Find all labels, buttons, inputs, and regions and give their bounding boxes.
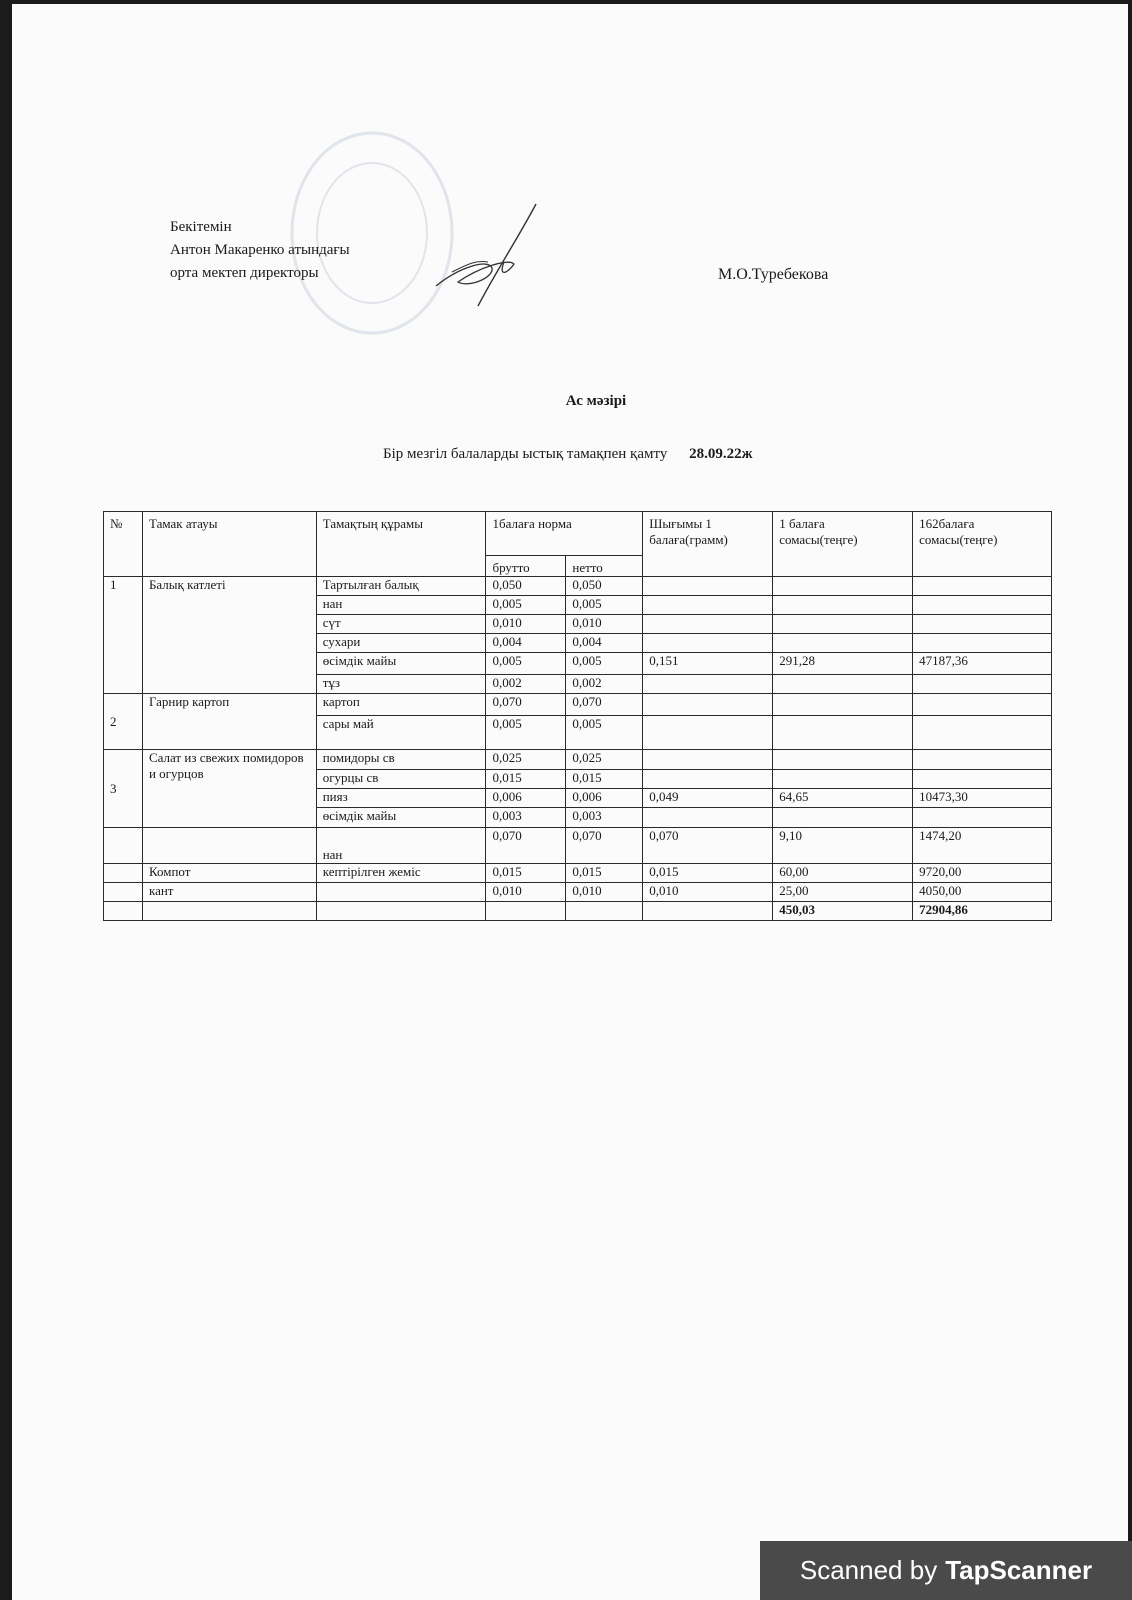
header-gross: брутто	[486, 556, 566, 577]
cell-gross: 0,005	[486, 716, 566, 750]
cell-ingredient: сары май	[316, 716, 486, 750]
cell-net: 0,010	[566, 615, 643, 634]
cell-cost-one: 60,00	[773, 864, 913, 883]
watermark-brand: TapScanner	[945, 1555, 1093, 1585]
header-norm: 1балаға норма	[486, 512, 643, 556]
approval-line: Антон Макаренко атындағы	[170, 242, 350, 258]
cell-cost-all	[913, 634, 1052, 653]
table-row	[104, 828, 1052, 864]
cell-gross: 0,003	[486, 808, 566, 828]
cell-consumption	[643, 675, 773, 694]
cell-net: 0,005	[566, 716, 643, 750]
header-no: №	[104, 512, 143, 577]
cell-ingredient: огурцы св	[316, 770, 486, 789]
cell-consumption	[643, 716, 773, 750]
cell-cost-one	[773, 694, 913, 716]
cell-cost-all	[913, 577, 1052, 596]
cell-empty	[316, 902, 486, 921]
total-cost-all: 72904,86	[913, 902, 1052, 921]
cell-cost-all: 4050,00	[913, 883, 1052, 902]
cell-no	[104, 883, 143, 902]
cell-cost-all: 10473,30	[913, 789, 1052, 808]
page-title: Ас мәзірі	[565, 393, 627, 409]
cell-gross: 0,006	[486, 789, 566, 808]
signature-mark	[428, 198, 568, 314]
cell-net: 0,006	[566, 789, 643, 808]
table-row	[104, 577, 1052, 596]
cell-dish	[142, 828, 316, 864]
cell-cost-all	[913, 750, 1052, 770]
cell-no	[104, 828, 143, 864]
cell-net: 0,025	[566, 750, 643, 770]
cell-gross: 0,015	[486, 770, 566, 789]
cell-ingredient: өсімдік майы	[316, 653, 486, 675]
cell-net: 0,005	[566, 596, 643, 615]
cell-cost-all: 47187,36	[913, 653, 1052, 675]
director-name: М.О.Туребекова	[718, 266, 829, 283]
cell-consumption: 0,070	[643, 828, 773, 864]
cell-consumption	[643, 770, 773, 789]
cell-cost-all	[913, 675, 1052, 694]
cell-empty	[142, 902, 316, 921]
cell-net: 0,010	[566, 883, 643, 902]
header-consumption: Шығымы 1 балаға(грамм)	[643, 512, 773, 577]
cell-consumption	[643, 634, 773, 653]
cell-ingredient: Тартылған балық	[316, 577, 486, 596]
cell-gross: 0,050	[486, 577, 566, 596]
cell-cost-one	[773, 808, 913, 828]
cell-net: 0,004	[566, 634, 643, 653]
cell-cost-one	[773, 615, 913, 634]
cell-consumption	[643, 615, 773, 634]
cell-gross: 0,010	[486, 883, 566, 902]
cell-consumption: 0,010	[643, 883, 773, 902]
approval-line: Бекітемін	[170, 219, 232, 235]
cell-dish: Балық катлеті	[142, 577, 316, 694]
cell-ingredient: өсімдік майы	[316, 808, 486, 828]
header-cost-all: 162балаға сомасы(теңге)	[913, 512, 1052, 577]
cell-net: 0,003	[566, 808, 643, 828]
header-composition: Тамақтың құрамы	[316, 512, 486, 577]
cell-ingredient: тұз	[316, 675, 486, 694]
cell-cost-one	[773, 675, 913, 694]
cell-ingredient: сүт	[316, 615, 486, 634]
approval-block	[170, 216, 350, 285]
cell-dish: Компот	[142, 864, 316, 883]
cell-net: 0,005	[566, 653, 643, 675]
cell-cost-all	[913, 808, 1052, 828]
cell-empty	[643, 902, 773, 921]
cell-cost-all	[913, 770, 1052, 789]
cell-consumption: 0,049	[643, 789, 773, 808]
cell-gross: 0,015	[486, 864, 566, 883]
cell-ingredient: помидоры св	[316, 750, 486, 770]
cell-dish: Салат из свежих помидоров и огурцов	[142, 750, 316, 828]
cell-no: 1	[104, 577, 143, 694]
cell-cost-one	[773, 596, 913, 615]
cell-empty	[104, 902, 143, 921]
cell-gross: 0,005	[486, 596, 566, 615]
cell-no: 2	[104, 694, 143, 750]
cell-consumption	[643, 808, 773, 828]
cell-gross: 0,070	[486, 694, 566, 716]
total-row	[104, 902, 1052, 921]
cell-cost-one	[773, 634, 913, 653]
cell-cost-all: 1474,20	[913, 828, 1052, 864]
cell-no	[104, 864, 143, 883]
cell-cost-one	[773, 716, 913, 750]
cell-cost-all	[913, 716, 1052, 750]
cell-ingredient: нан	[316, 828, 486, 864]
cell-cost-one: 25,00	[773, 883, 913, 902]
cell-consumption: 0,015	[643, 864, 773, 883]
cell-consumption	[643, 577, 773, 596]
approval-line: орта мектеп директоры	[170, 265, 319, 281]
cell-gross: 0,010	[486, 615, 566, 634]
cell-cost-one	[773, 577, 913, 596]
header-net: нетто	[566, 556, 643, 577]
cell-net: 0,070	[566, 694, 643, 716]
subtitle-text: Бір мезгіл балаларды ыстық тамақпен қамту	[383, 446, 668, 462]
page-subtitle	[383, 446, 752, 463]
cell-net: 0,015	[566, 864, 643, 883]
cell-consumption	[643, 596, 773, 615]
cell-cost-one	[773, 750, 913, 770]
table-row	[104, 864, 1052, 883]
table-row	[104, 883, 1052, 902]
cell-consumption	[643, 694, 773, 716]
cell-cost-all	[913, 596, 1052, 615]
cell-empty	[566, 902, 643, 921]
watermark-prefix: Scanned by	[799, 1555, 938, 1585]
cell-gross: 0,002	[486, 675, 566, 694]
cell-no: 3	[104, 750, 143, 828]
cell-ingredient: кептірілген жеміс	[316, 864, 486, 883]
cell-net: 0,070	[566, 828, 643, 864]
cell-gross: 0,005	[486, 653, 566, 675]
cell-gross: 0,025	[486, 750, 566, 770]
table-row	[104, 750, 1052, 770]
cell-consumption	[643, 750, 773, 770]
menu-table	[103, 511, 1052, 921]
cell-net: 0,015	[566, 770, 643, 789]
cell-cost-all	[913, 694, 1052, 716]
cell-dish: кант	[142, 883, 316, 902]
cell-cost-one	[773, 770, 913, 789]
table-row	[104, 694, 1052, 716]
cell-ingredient: сухари	[316, 634, 486, 653]
cell-net: 0,050	[566, 577, 643, 596]
cell-ingredient: пияз	[316, 789, 486, 808]
cell-dish: Гарнир картоп	[142, 694, 316, 750]
total-cost-one: 450,03	[773, 902, 913, 921]
cell-ingredient: картоп	[316, 694, 486, 716]
cell-cost-all: 9720,00	[913, 864, 1052, 883]
cell-net: 0,002	[566, 675, 643, 694]
cell-gross: 0,070	[486, 828, 566, 864]
header-dish: Тамак атауы	[142, 512, 316, 577]
cell-empty	[486, 902, 566, 921]
cell-gross: 0,004	[486, 634, 566, 653]
cell-consumption: 0,151	[643, 653, 773, 675]
scanner-watermark	[760, 1541, 1132, 1600]
cell-ingredient: нан	[316, 596, 486, 615]
cell-cost-all	[913, 615, 1052, 634]
cell-ingredient	[316, 883, 486, 902]
cell-cost-one: 9,10	[773, 828, 913, 864]
cell-cost-one: 291,28	[773, 653, 913, 675]
cell-cost-one: 64,65	[773, 789, 913, 808]
menu-date: 28.09.22ж	[689, 446, 753, 462]
header-cost-one: 1 балаға сомасы(теңге)	[773, 512, 913, 577]
